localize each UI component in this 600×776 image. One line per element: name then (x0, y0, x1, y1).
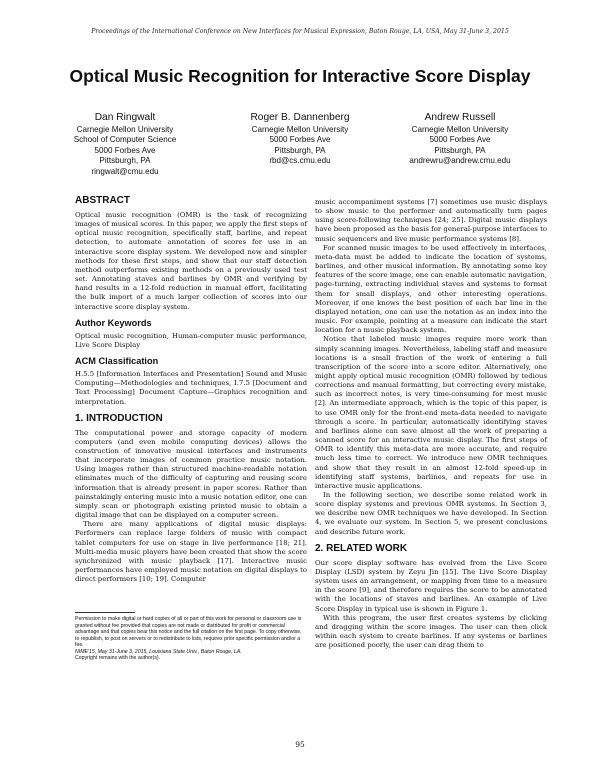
rights-text: Copyright remains with the author(s). (75, 655, 161, 661)
author-address: 5000 Forbes Ave (94, 145, 156, 155)
permission-text: Permission to make digital or hard copies of all or part of this work for personal or classroom use is granted without fee provided that copies are not made or distributed for profit or commercial advantage and that copies bear this notice and the full citation on the first page. To copy otherwise, to republish, to post on servers or to redistribute to lists, requires prior specific permission and/or a fee. (75, 616, 302, 648)
related-work-heading: 2. RELATED WORK (315, 542, 408, 554)
intro-paragraph-5: Notice that labeled music images require more work than simply scanning images. Nevertheless, labeling staff and measure locations is a small fraction of the work of entering a full transcription of the score into a score editor. Alternatively, one might apply optical music recognition (OMR) followed by tedious corrections and manual formatting, but correcting every mistake, such as incorrect notes, is very time-consuming for most music [2]. An intermediate approach, which is the topic of this paper, is to use OMR only for the front-end meta-data needed to navigate through a score. In particular, automatically identifying staves and barlines alone can save almost all the work of preparing a scanned score for an interactive music display. The first steps of OMR to identify this meta-data are more accurate, and require much less time to correct. We introduce new OMR techniques and show that they result in an almost 12-fold speed-up in identifying staff systems, barlines, and repeats for use in interactive music applications. (315, 335, 547, 490)
intro-paragraph-3: music accompaniment systems [7] sometimes use music displays to show music to the performer and automatically turn pages using score-following techniques [24; 25]. Digital music displays have been proposed as the basis for general-purpose interfaces to music sequencers and live music performance systems [8]. (315, 198, 547, 243)
author-address: 5000 Forbes Ave (429, 135, 491, 145)
proceedings-header: Proceedings of the International Conference on New Interfaces for Musical Expression, Baton Rouge, LA, USA, May 31-June 3, 2015 (91, 28, 509, 35)
paper-title: Optical Music Recognition for Interactive Score Display (69, 66, 531, 86)
intro-paragraph-6: In the following section, we describe some related work in score display systems and previous OMR systems. In Section 3, we describe new OMR techniques we have developed. In Section 4, we evaluate our system. In Section 5, we present conclusions and describe future work. (315, 491, 547, 536)
left-column (75, 195, 307, 584)
author-city: Pittsburgh, PA (274, 145, 326, 155)
author-1 (50, 112, 200, 177)
author-email: rbd@cs.cmu.edu (269, 156, 331, 166)
author-affiliation: Carnegie Mellon University (411, 125, 509, 134)
author-email: ringwalt@cmu.edu (91, 166, 159, 176)
author-email: andrewru@andrew.cmu.edu (409, 156, 511, 166)
acm-heading: ACM Classification (75, 356, 159, 367)
abstract-heading: ABSTRACT (75, 195, 130, 206)
intro-paragraph-4: For scanned music images to be used effectively in interfaces, meta-data must be added to indicate the location of systems, barlines, and other musical information. By annotating some key features of the score image, one can enable automatic navigation, page-turning, extracting individual staves and systems to format them for small displays, and other interesting operations. Moreover, if one knows the best position of each bar line in the displayed notation, one can use the notation as an index into the music. For example, pointing at a measure can indicate the start location for a music playback system. (315, 243, 547, 335)
author-city: Pittsburgh, PA (99, 156, 151, 166)
footnote-rule (75, 612, 135, 613)
author-name: Roger B. Dannenberg (250, 112, 350, 123)
author-name: Dan Ringwalt (94, 112, 156, 123)
author-affiliation: Carnegie Mellon University (76, 125, 174, 134)
author-2 (225, 112, 375, 167)
author-3 (385, 112, 535, 167)
keywords-heading: Author Keywords (75, 317, 152, 328)
author-department: School of Computer Science (73, 135, 177, 145)
author-affiliation: Carnegie Mellon University (251, 125, 349, 134)
author-name: Andrew Russell (424, 112, 496, 123)
page-number: 95 (295, 740, 305, 749)
author-city: Pittsburgh, PA (434, 145, 486, 155)
intro-paragraph-1: The computational power and storage capacity of modern computers (and even mobile computing devices) allows the construction of innovative musical interfaces and instruments that incorporate images of common practice music notation. Using images rather than structured machine-readable notation eliminates much of the difficulty of capturing and reusing score information that is already present in paper scores. Rather than painstakingly entering music into a music notation editor, one can simply scan or photograph existing printed music to obtain a digital image that can be displayed on a computer screen. (75, 428, 307, 520)
abstract-text: Optical music recognition (OMR) is the task of recognizing images of musical scores. In this paper, we apply the first steps of optical music recognition, specifically staff, barline, and repeat detection, to automate annotation of scores for use in an interactive score display system. We developed new and simpler methods for these first steps, and show that our staff detection method outperforms existing methods on a previously used test set. Annotating staves and barlines by OMR and verifying by hand results in a 12-fold reduction in manual effort, facilitating the bulk import of a much larger collection of scores into our interactive score display system. (75, 211, 307, 311)
related-paragraph-2: With this program, the user first creates systems by clicking and dragging within the score images. The user can then click within each system to create barlines. If any systems or barlines are positioned poorly, the user can drag them to (315, 613, 547, 650)
acm-text: H.5.5 [Information Interfaces and Presentation] Sound and Music Computing—Methodologies and techniques, I.7.5 [Document and Text Processing] Document Capture—Graphics recognition and interpretation. (75, 370, 307, 406)
venue-text: NIME'15, May 31-June 3, 2015, Louisiana State Univ., Baton Rouge, LA. (75, 648, 242, 655)
intro-paragraph-2: There are many applications of digital music displays: Performers can replace large folders of music with compact tablet computers for use on stage in live performance [18; 21]. Multi-media music players have been created that show the score synchronized with music playback [17]. Interactive music performances have employed music notation on digital displays to direct performers [10; 19]. Computer (75, 520, 307, 584)
right-column (315, 198, 547, 650)
related-paragraph-1: Our score display software has evolved from the Live Score Display (LSD) system by Zeyu Jin [15]. The Live Score Display system uses an arrangement, or mapping from time to a measure in the score [9], and therefore requires the score to be annotated with the locations of staves and barlines. An example of Live Score Display in typical use is shown in Figure 1. (315, 558, 547, 613)
copyright-notice (75, 612, 307, 662)
keywords-text: Optical music recognition, Human-computer music performance, Live Score Display (75, 331, 307, 349)
author-address: 5000 Forbes Ave (269, 135, 331, 145)
introduction-heading: 1. INTRODUCTION (75, 412, 163, 424)
